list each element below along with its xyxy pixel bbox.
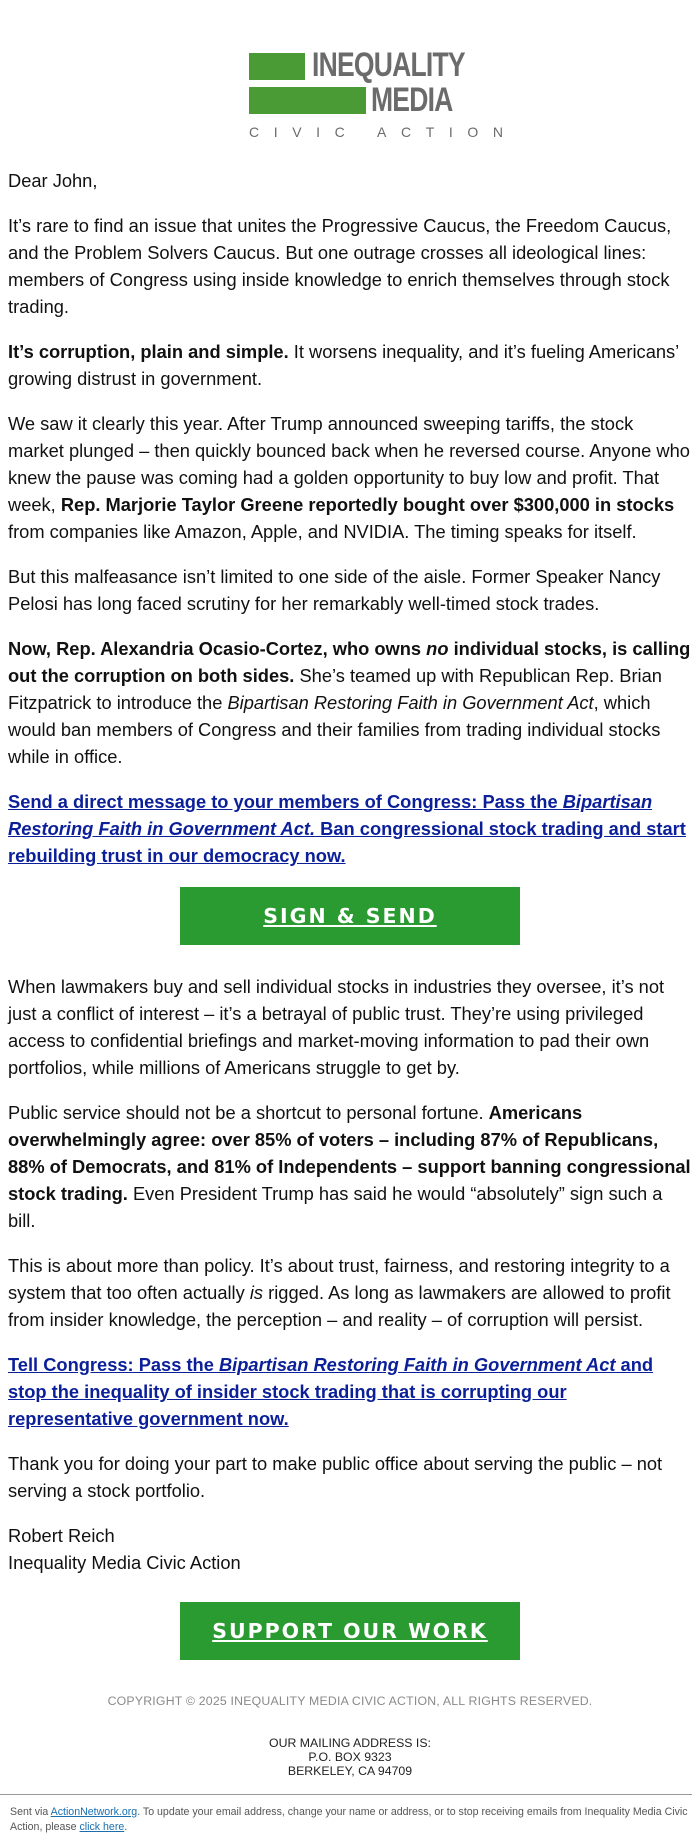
logo-tagline: CIVIC ACTION xyxy=(249,124,518,140)
email-body xyxy=(0,167,700,1660)
address-line-2: BERKELEY, CA 94709 xyxy=(287,1764,413,1778)
cta-paragraph-1 xyxy=(8,788,692,869)
logo-bar-bottom xyxy=(249,87,366,114)
copyright-text: COPYRIGHT © 2025 INEQUALITY MEDIA CIVIC ACTION, ALL RIGHTS RESERVED. xyxy=(107,1694,593,1708)
logo-word-inequality: INEQUALITY xyxy=(312,46,465,84)
bold-text: Rep. Marjorie Taylor Greene reportedly bought over $300,000 in stocks xyxy=(60,494,675,515)
bold-text: Americans overwhelmingly agree: over 85% of voters – including 87% of Republicans, 88% of Democrats, and 81% of Independents – support banning congressional stock trading. xyxy=(8,1102,691,1204)
cta-paragraph-2 xyxy=(8,1351,692,1432)
bold-text: Now, Rep. Alexandria Ocasio-Cortez, who owns no individual stocks, is calling out the corruption on both sides. xyxy=(8,638,691,686)
unsubscribe-notice: Sent via ActionNetwork.org. To update your email address, change your name or address, or to stop receiving emails from Inequality Media Civic Action, please click here. xyxy=(10,1806,688,1833)
address-line-1: P.O. BOX 9323 xyxy=(308,1750,392,1764)
paragraph-tariffs: We saw it clearly this year. After Trump announced sweeping tariffs, the stock market plunged – then quickly bounced back when he reversed course. Anyone who knew the pause was coming had a golden opportunity to buy low and profit. That week, Rep. Marjorie Taylor Greene reportedly bought over $300,000 in stocks from companies like Amazon, Apple, and NVIDIA. The timing speaks for itself. xyxy=(8,413,690,542)
paragraph-intro: It’s rare to find an issue that unites the Progressive Caucus, the Freedom Caucus, and the Problem Solvers Caucus. But one outrage crosses all ideological lines: members of Congress using inside knowledge to enrich themselves through stock trading. xyxy=(8,215,672,317)
signature-name: Robert Reich xyxy=(8,1525,115,1546)
sign-and-send-button[interactable]: SIGN & SEND xyxy=(180,887,520,945)
cta-link-tell-congress[interactable]: Tell Congress: Pass the Bipartisan Restoring Faith in Government Act and stop the inequality of insider stock trading that is corrupting our representative government now. xyxy=(8,1354,654,1429)
support-our-work-button[interactable]: SUPPORT OUR WORK xyxy=(180,1602,520,1660)
paragraph-aoc: Now, Rep. Alexandria Ocasio-Cortez, who owns no individual stocks, is calling out the corruption on both sides. She’s teamed up with Republican Rep. Brian Fitzpatrick to introduce the Bipartisan Restoring Faith in Government Act, which would ban members of Congress and their families from trading individual stocks while in office. xyxy=(8,638,691,767)
address-label: OUR MAILING ADDRESS IS: xyxy=(269,1736,431,1750)
logo-word-media: MEDIA xyxy=(371,81,453,119)
actionnetwork-link[interactable]: ActionNetwork.org xyxy=(50,1806,138,1818)
bold-text: It’s corruption, plain and simple. xyxy=(8,341,289,362)
footer-divider xyxy=(0,1794,692,1795)
paragraph-polling: Public service should not be a shortcut to personal fortune. Americans overwhelmingly agree: over 85% of voters – including 87% of Republicans, 88% of Democrats, and 81% of Independents – support banning congressional stock trading. Even President Trump has said he would “absolutely” sign such a bill. xyxy=(8,1102,691,1231)
paragraph-thanks: Thank you for doing your part to make public office about serving the public – not serving a stock portfolio. xyxy=(8,1453,663,1501)
paragraph-betrayal: When lawmakers buy and sell individual stocks in industries they oversee, it’s not just a conflict of interest – it’s a betrayal of public trust. They’re using privileged access to confidential briefings and market-moving information to pad their own portfolios, while millions of Americans struggle to get by. xyxy=(8,976,665,1078)
signature xyxy=(8,1522,692,1576)
support-row xyxy=(8,1602,692,1660)
logo-bar-top xyxy=(249,53,305,80)
paragraph-corruption: It’s corruption, plain and simple. It worsens inequality, and it’s fueling Americans’ growing distrust in government. xyxy=(8,341,679,389)
greeting: Dear John, xyxy=(8,170,98,191)
inequality-media-logo xyxy=(0,0,700,150)
paragraph-policy: This is about more than policy. It’s about trust, fairness, and restoring integrity to a system that too often actually is rigged. As long as lawmakers are allowed to profit from insider knowledge, the perception – and reality – of corruption will persist. xyxy=(8,1255,671,1330)
paragraph-pelosi: But this malfeasance isn’t limited to one side of the aisle. Former Speaker Nancy Pelosi has long faced scrutiny for her remarkably well-timed stock trades. xyxy=(8,566,661,614)
signature-org: Inequality Media Civic Action xyxy=(8,1552,241,1573)
mailing-address xyxy=(0,1736,700,1778)
cta-link-send-message[interactable]: Send a direct message to your members of Congress: Pass the Bipartisan Restoring Faith in Government Act. Ban congressional stock trading and start rebuilding trust in our democracy now. xyxy=(8,791,686,866)
unsubscribe-link[interactable]: click here xyxy=(79,1821,125,1833)
sign-send-row xyxy=(8,887,692,945)
